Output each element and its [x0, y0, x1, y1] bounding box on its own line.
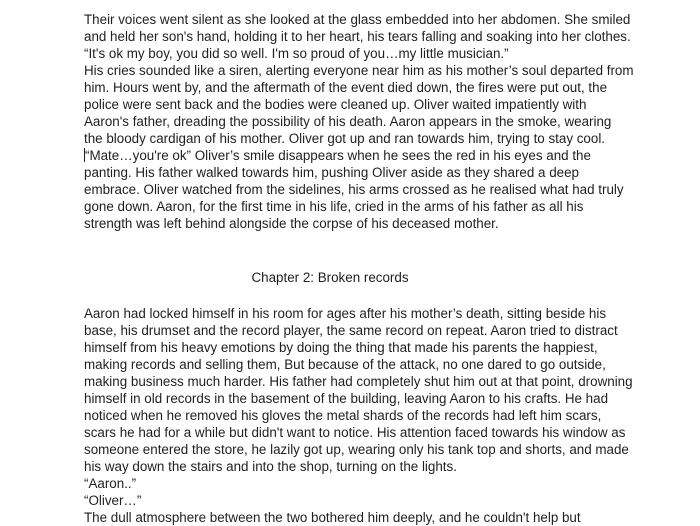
- text-line: his way down the stairs and into the shop, turning on the lights.: [84, 459, 457, 474]
- text-line: The dull atmosphere between the two bothered him deeply, and he couldn't help but: [84, 510, 581, 525]
- text-line: and held her son's hand, holding it to her heart, his tears falling and soaking into her clothes.: [84, 29, 631, 44]
- text-line: base, his drumset and the record player, the same record on repeat. Aaron tried to distract: [84, 323, 618, 338]
- story-text-part1: [84, 11, 634, 232]
- text-line: himself from his heavy emotions by doing the thing that made his parents the happiest,: [84, 340, 598, 355]
- text-line: noticed when he removed his gloves the metal shards of the records had left him scars,: [84, 408, 602, 423]
- text-line: panting. His father walked towards him, pushing Oliver aside as they shared a deep: [84, 165, 579, 180]
- text-line: someone entered the store, he lazily got up, wearing only his tank top and shorts, and made: [84, 442, 629, 457]
- text-line: Their voices went silent as she looked at the glass embedded into her abdomen. She smiled: [84, 12, 631, 27]
- text-line: police were sent back and the bodies were cleaned up. Oliver waited impatiently with: [84, 97, 587, 112]
- text-line-with-cursor: [84, 147, 624, 164]
- text-line: making business much harder. His father had completely shut him out at that point, drowning: [84, 374, 633, 389]
- text-line: His cries sounded like a siren, alerting everyone near him as his mother’s soul departed from: [84, 63, 634, 78]
- text-line: himself in old records in the basement of the building, leaving Aaron to his crafts. He had: [84, 391, 609, 406]
- text-line: making records and selling them, But because of the attack, no one dared to go outside,: [84, 357, 606, 372]
- text-line: “Mate…you're ok” Oliver’s smile disappears when he sees the red in his eyes and the: [85, 148, 591, 163]
- dialogue-line: “Oliver…”: [84, 493, 142, 508]
- text-line: gone down. Aaron, for the first time in his life, cried in the arms of his father as all his: [84, 199, 584, 214]
- text-line: embrace. Oliver watched from the sidelines, his arms crossed as he realised what had truly: [84, 182, 624, 197]
- chapter-heading: Chapter 2: Broken records: [251, 270, 409, 285]
- dialogue-line: “Aaron..”: [84, 476, 137, 491]
- text-line: strength was left behind alongside the corpse of his deceased mother.: [84, 216, 499, 231]
- text-line: Aaron's father, dreading the possibility of his death. Aaron appears in the smoke, wearing: [84, 114, 612, 129]
- text-line: “It's ok my boy, you did so well. I'm so proud of you…my little musician.”: [84, 46, 509, 61]
- text-line: Aaron had locked himself in his room for ages after his mother’s death, sitting beside his: [84, 306, 607, 321]
- story-text-part2: [84, 305, 633, 526]
- text-line: the bloody cardigan of his mother. Oliver got up and ran towards him, trying to stay cool.: [84, 131, 606, 146]
- text-line: scars he had for a while but didn't want to notice. His attention faced towards his window as: [84, 425, 626, 440]
- text-line: him. Hours went by, and the aftermath of the event died down, the fires were put out, the: [84, 80, 608, 95]
